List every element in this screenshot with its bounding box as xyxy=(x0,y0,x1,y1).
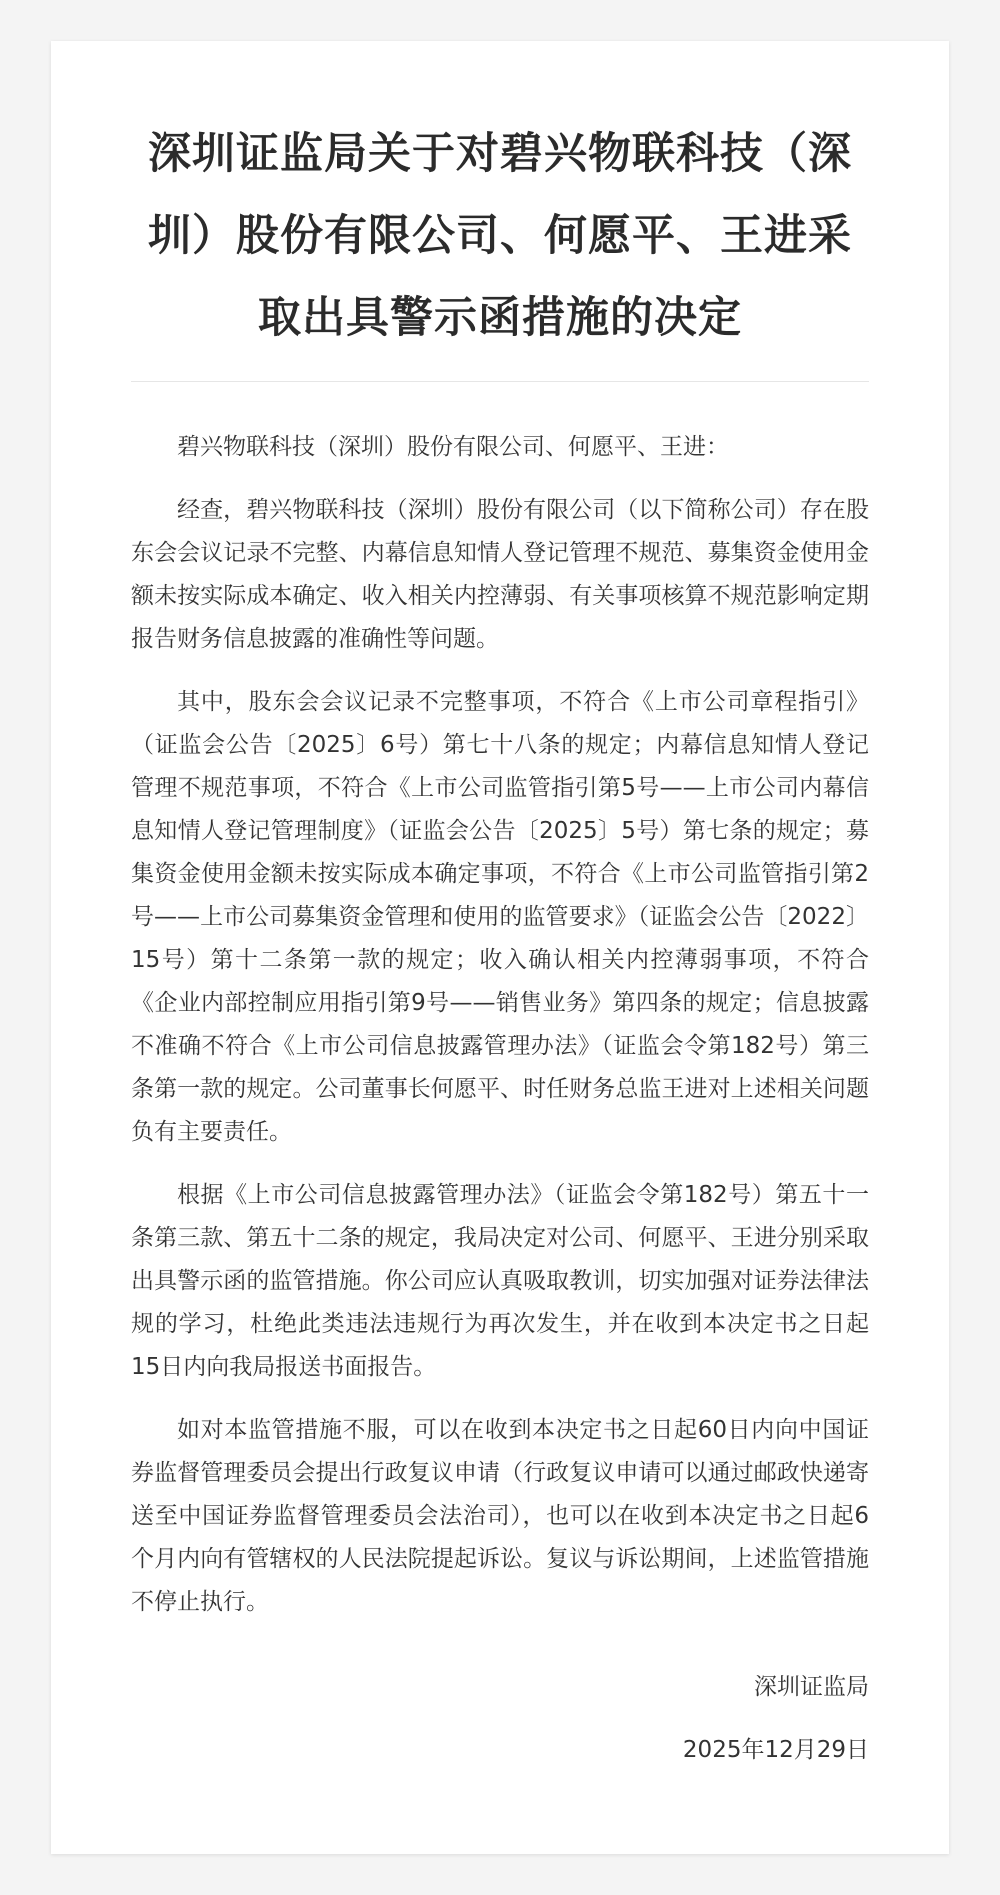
paragraph-violations: 其中，股东会会议记录不完整事项，不符合《上市公司章程指引》（证监会公告〔2025〕6号）第七十八条的规定；内幕信息知情人登记管理不规范事项，不符合《上市公司监管指引第5号——上市公司内幕信息知情人登记管理制度》（证监会公告〔2025〕5号）第七条的规定；募集资金使用金额未按实际成本确定事项，不符合《上市公司监管指引第2号——上市公司募集资金管理和使用的监管要求》（证监会公告〔2022〕15号）第十二条第一款的规定；收入确认相关内控薄弱事项，不符合《企业内部控制应用指引第9号——销售业务》第四条的规定；信息披露不准确不符合《上市公司信息披露管理办法》（证监会令第182号）第三条第一款的规定。公司董事长何愿平、时任财务总监王进对上述相关问题负有主要责任。 xyxy=(131,689,869,1145)
page-title: 深圳证监局关于对碧兴物联科技（深圳）股份有限公司、何愿平、王进采取出具警示函措施的决定 xyxy=(148,129,852,343)
signature-block xyxy=(131,1666,869,1772)
paragraph-decision: 根据《上市公司信息披露管理办法》（证监会令第182号）第五十一条第三款、第五十二条的规定，我局决定对公司、何愿平、王进分别采取出具警示函的监管措施。你公司应认真吸取教训，切实加强对证券法律法规的学习，杜绝此类违法违规行为再次发生，并在收到本决定书之日起15日内向我局报送书面报告。 xyxy=(131,1182,869,1380)
document-page xyxy=(51,41,949,1854)
salutation: 碧兴物联科技（深圳）股份有限公司、何愿平、王进： xyxy=(177,434,729,460)
issue-date: 2025年12月29日 xyxy=(682,1737,869,1763)
issuer-name: 深圳证监局 xyxy=(754,1674,869,1700)
paragraph-appeal: 如对本监管措施不服，可以在收到本决定书之日起60日内向中国证券监督管理委员会提出行政复议申请（行政复议申请可以通过邮政快递寄送至中国证券监督管理委员会法治司），也可以在收到本决定书之日起6个月内向有管辖权的人民法院提起诉讼。复议与诉讼期间，上述监管措施不停止执行。 xyxy=(131,1417,869,1615)
paragraph-findings: 经查，碧兴物联科技（深圳）股份有限公司（以下简称公司）存在股东会会议记录不完整、内幕信息知情人登记管理不规范、募集资金使用金额未按实际成本确定、收入相关内控薄弱、有关事项核算不规范影响定期报告财务信息披露的准确性等问题。 xyxy=(131,497,869,652)
document-body xyxy=(131,426,869,1624)
title-divider xyxy=(131,381,869,382)
